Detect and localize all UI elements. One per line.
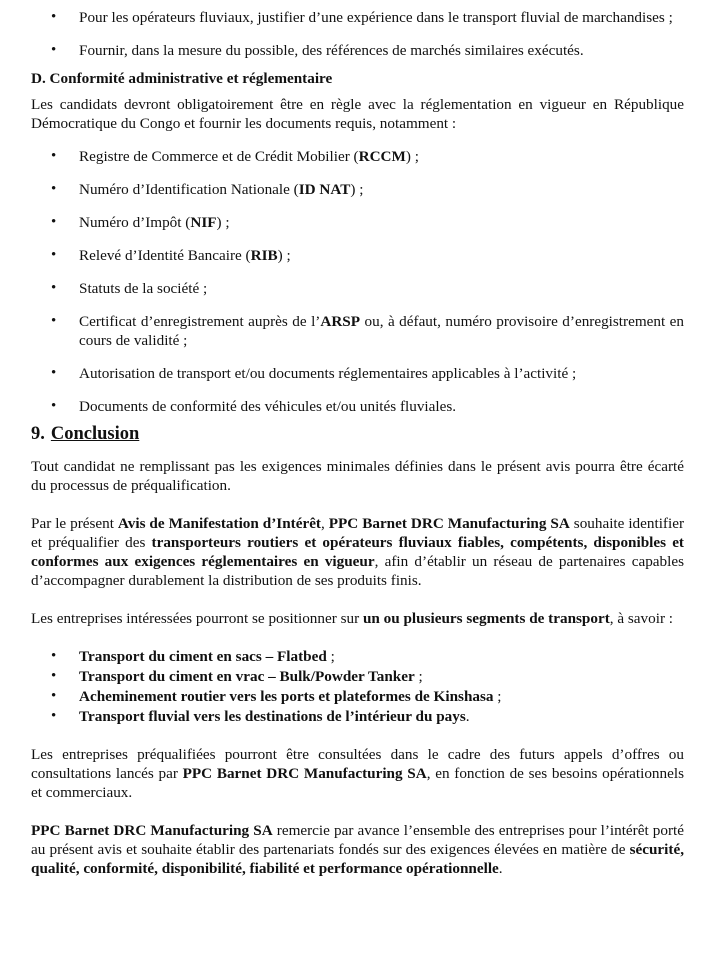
- list-item: • Transport fluvial vers les destinations de l’intérieur du pays.: [31, 707, 684, 726]
- list-item: • Documents de conformité des véhicules et/ou unités fluviales.: [31, 397, 684, 416]
- conclusion-paragraph-1: Tout candidat ne remplissant pas les exigences minimales définies dans le présent avis pourra être écarté du processus de préqualification.: [31, 458, 684, 494]
- conclusion-paragraph-3: Les entreprises intéressées pourront se positionner sur un ou plusieurs segments de transport, à savoir :: [31, 610, 674, 627]
- section-number: 9.: [31, 424, 45, 444]
- top-bullet-list: [31, 0, 684, 60]
- list-item: • Fournir, dans la mesure du possible, des références de marchés similaires exécutés.: [31, 41, 684, 60]
- section-d-heading: D. Conformité administrative et réglementaire: [31, 70, 333, 87]
- list-item: • Statuts de la société ;: [31, 279, 684, 298]
- required-documents-list: [31, 147, 684, 416]
- list-item: • Pour les opérateurs fluviaux, justifier d’une expérience dans le transport fluvial de marchandises ;: [31, 8, 684, 27]
- section-d-intro: Les candidats devront obligatoirement être en règle avec la réglementation en vigueur en République Démocratique du Congo et fournir les documents requis, notamment :: [31, 96, 684, 132]
- section-title: Conclusion: [50, 424, 140, 444]
- conclusion-paragraph-4: Les entreprises préqualifiées pourront être consultées dans le cadre des futurs appels d’offres ou consultations lancés par PPC Barnet DRC Manufacturing SA, en fonction de ses besoins opérationnels et commerciaux.: [31, 746, 684, 801]
- list-item: • Autorisation de transport et/ou documents réglementaires applicables à l’activité ;: [31, 364, 684, 383]
- list-item: • Acheminement routier vers les ports et plateformes de Kinshasa ;: [31, 687, 684, 706]
- list-item: • Transport du ciment en sacs – Flatbed ;: [31, 647, 684, 666]
- list-item: • Transport du ciment en vrac – Bulk/Powder Tanker ;: [31, 667, 684, 686]
- list-item: • Numéro d’Impôt (NIF) ;: [31, 213, 684, 232]
- conclusion-heading: [31, 423, 684, 445]
- conclusion-paragraph-5: PPC Barnet DRC Manufacturing SA remercie par avance l’ensemble des entreprises pour l’intérêt porté au présent avis et souhaite établir des partenariats fondés sur des exigences élevées en matière de sécurité, qualité, conformité, disponibilité, fiabilité et performance opérationnelle.: [31, 822, 684, 877]
- transport-segments-list: [31, 647, 684, 726]
- list-item: • Registre de Commerce et de Crédit Mobilier (RCCM) ;: [31, 147, 684, 166]
- list-item: • Certificat d’enregistrement auprès de l’ARSP ou, à défaut, numéro provisoire d’enregistrement en cours de validité ;: [31, 312, 684, 350]
- conclusion-paragraph-2: Par le présent Avis de Manifestation d’Intérêt, PPC Barnet DRC Manufacturing SA souhaite identifier et préqualifier des transporteurs routiers et opérateurs fluviaux fiables, compétents, disponibles et conformes aux exigences réglementaires en vigueur, afin d’établir un réseau de partenaires capables d’accompagner durablement la distribution de ses produits finis.: [31, 515, 685, 589]
- list-item: • Numéro d’Identification Nationale (ID NAT) ;: [31, 180, 684, 199]
- list-item: • Relevé d’Identité Bancaire (RIB) ;: [31, 246, 684, 265]
